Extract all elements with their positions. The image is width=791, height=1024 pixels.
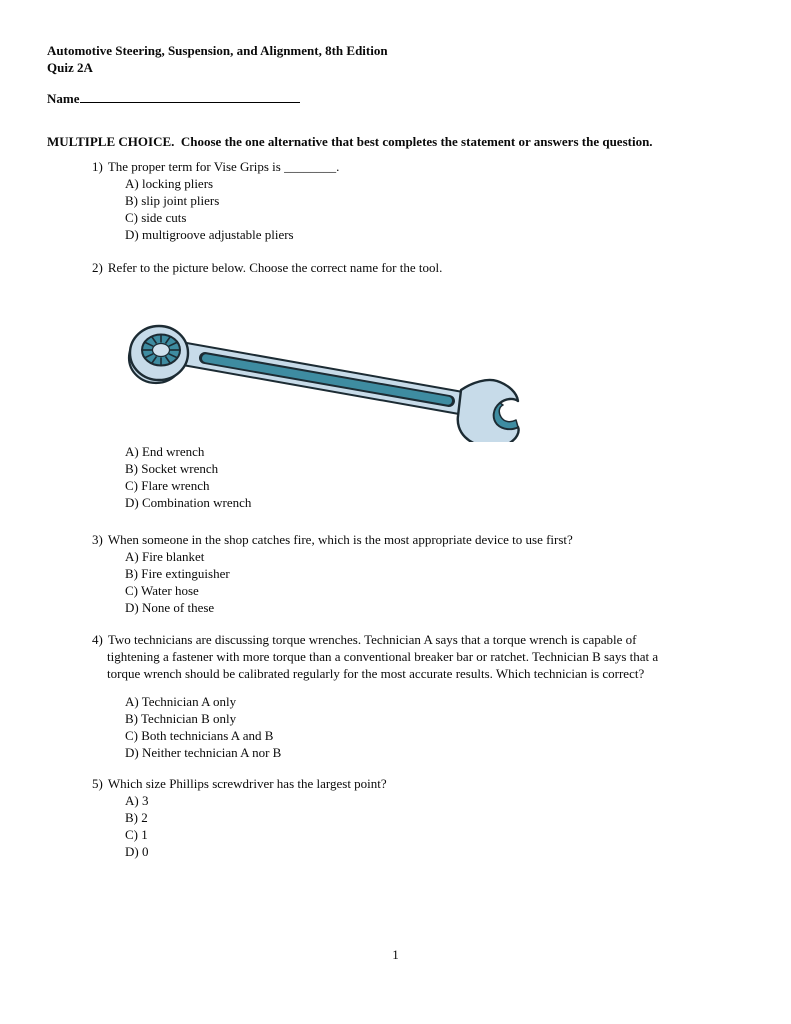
question-1 xyxy=(92,158,339,175)
option-row: D) 0 xyxy=(125,844,149,859)
wrench-open-end-depth xyxy=(494,403,518,429)
question-4-options xyxy=(125,693,281,761)
name-row xyxy=(47,88,300,107)
option-row: B) 2 xyxy=(125,810,148,825)
name-blank-line xyxy=(80,88,300,103)
question-3-stem xyxy=(92,531,573,548)
question-1-text: The proper term for Vise Grips is ________. xyxy=(107,159,340,174)
option-row: A) Fire blanket xyxy=(125,549,205,564)
option-row: C) 1 xyxy=(125,827,148,842)
question-4-stem xyxy=(92,631,658,648)
question-2 xyxy=(92,259,442,276)
question-3-number: 3) xyxy=(92,532,103,547)
wrench-box-center xyxy=(153,344,170,357)
question-4-number: 4) xyxy=(92,632,103,647)
question-5-stem xyxy=(92,775,387,792)
question-1-number: 1) xyxy=(92,159,103,174)
option-row: D) None of these xyxy=(125,600,215,615)
option-row: B) Fire extinguisher xyxy=(125,566,230,581)
page-number: 1 xyxy=(392,947,399,962)
wrench-svg xyxy=(127,320,527,442)
option-row: B) slip joint pliers xyxy=(125,193,220,208)
question-3 xyxy=(92,531,573,548)
option-row: C) Flare wrench xyxy=(125,478,210,493)
question-1-stem xyxy=(92,158,339,175)
option-row: A) locking pliers xyxy=(125,176,214,191)
option-row: C) side cuts xyxy=(125,210,187,225)
option-row: B) Socket wrench xyxy=(125,461,219,476)
question-4-text-line2: tightening a fastener with more torque than a conventional breaker bar or ratchet. Technician B says that a xyxy=(107,649,659,664)
option-row: A) End wrench xyxy=(125,444,205,459)
question-4-text-line1: Two technicians are discussing torque wrenches. Technician A says that a torque wrench is capable of xyxy=(107,632,637,647)
option-row: D) multigroove adjustable pliers xyxy=(125,227,294,242)
document-title: Automotive Steering, Suspension, and Alignment, 8th Edition xyxy=(47,43,388,58)
option-row: D) Neither technician A nor B xyxy=(125,745,282,760)
quiz-title: Quiz 2A xyxy=(47,60,93,75)
question-3-options xyxy=(125,548,230,616)
question-2-number: 2) xyxy=(92,260,103,275)
question-5-number: 5) xyxy=(92,776,103,791)
wrench-open-end xyxy=(458,380,519,442)
wrench-groove xyxy=(206,358,448,400)
option-row: A) 3 xyxy=(125,793,149,808)
question-2-options xyxy=(125,443,251,511)
question-3-text: When someone in the shop catches fire, which is the most appropriate device to use first? xyxy=(107,532,573,547)
question-4 xyxy=(92,631,658,682)
combination-wrench-illustration xyxy=(127,320,527,442)
question-4-text-line3: torque wrench should be calibrated regularly for the most accurate results. Which technician is correct? xyxy=(107,666,645,681)
document-header xyxy=(47,42,388,76)
option-row: D) Combination wrench xyxy=(125,495,252,510)
question-5 xyxy=(92,775,387,792)
question-2-stem xyxy=(92,259,442,276)
option-row: C) Water hose xyxy=(125,583,199,598)
section-instructions: MULTIPLE CHOICE. Choose the one alternative that best completes the statement or answers the question. xyxy=(47,134,653,149)
question-2-text: Refer to the picture below. Choose the correct name for the tool. xyxy=(107,260,443,275)
question-1-options xyxy=(125,175,294,243)
question-5-text: Which size Phillips screwdriver has the largest point? xyxy=(107,776,387,791)
option-row: A) Technician A only xyxy=(125,694,237,709)
option-row: C) Both technicians A and B xyxy=(125,728,274,743)
option-row: B) Technician B only xyxy=(125,711,237,726)
name-label: Name xyxy=(47,91,80,106)
question-5-options xyxy=(125,792,148,860)
